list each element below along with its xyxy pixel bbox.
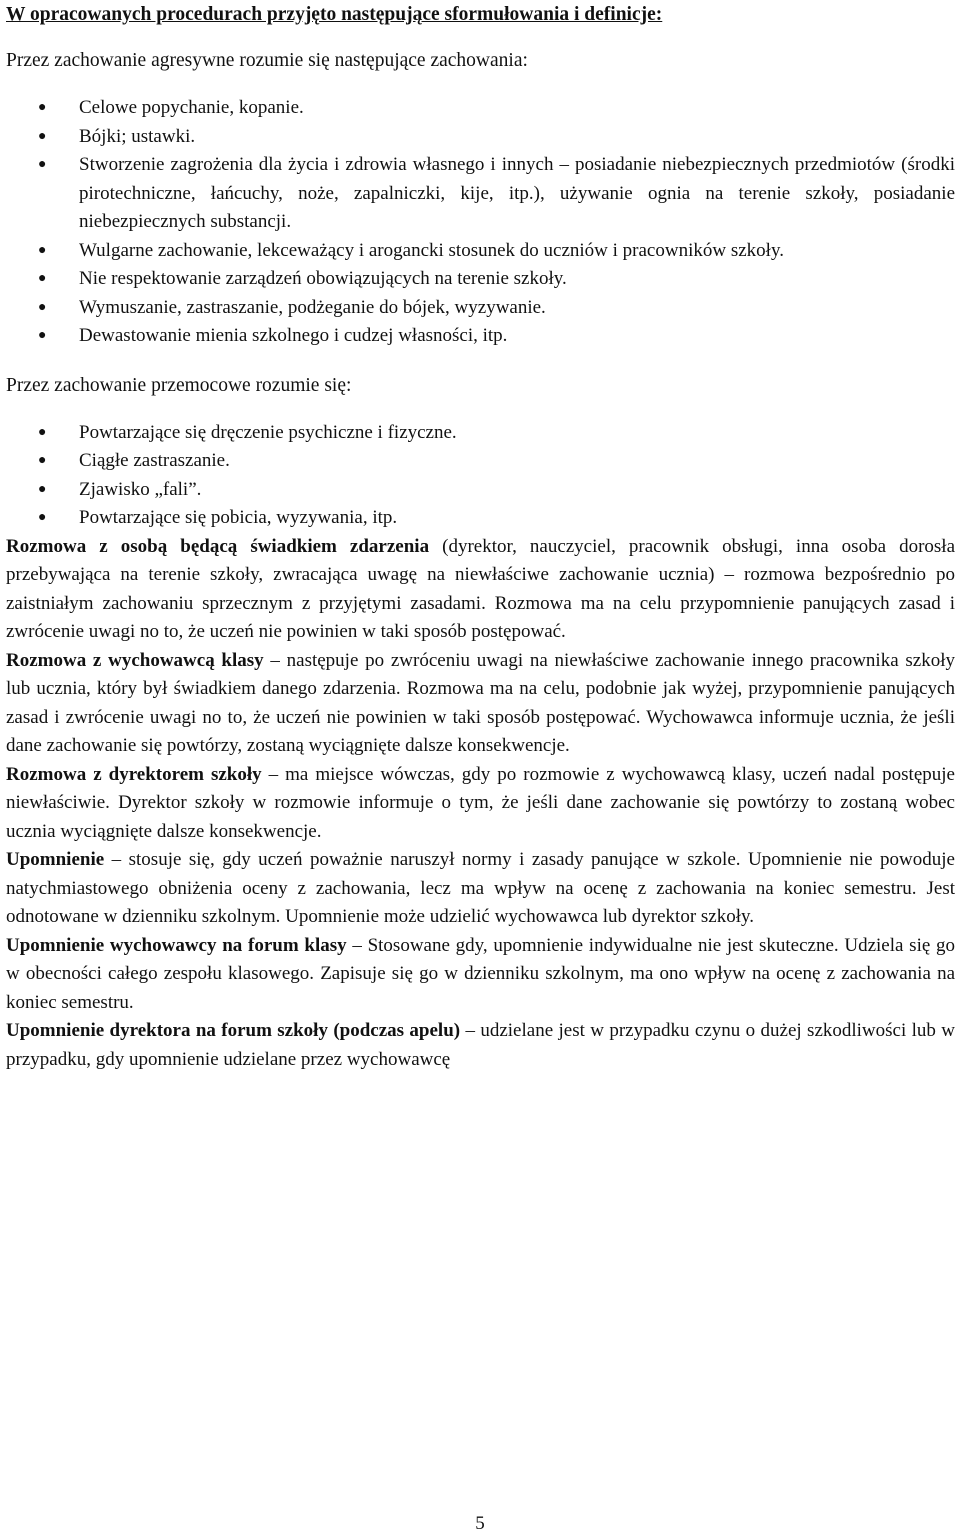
term: Rozmowa z dyrektorem szkoły [6, 763, 262, 785]
list-item: ● Dewastowanie mienia szkolnego i cudzej własności, itp. [6, 322, 955, 351]
page-title: W opracowanych procedurach przyjęto następujące sformułowania i definicje: [6, 4, 663, 25]
section-class-reprimand: Upomnienie wychowawcy na forum klasy – Stosowane gdy, upomnienie indywidualne nie jest skuteczne. Udziela się go w obecności całego zespołu klasowego. Zapisuje się go w dzienniku szkolnym, ma ono wpływ na ocenę z zachowania na koniec semestru. [6, 934, 956, 1013]
aggressive-list [6, 94, 955, 351]
section-principal-talk: Rozmowa z dyrektorem szkoły – ma miejsce wówczas, gdy po rozmowie z wychowawcą klasy, uczeń nadal postępuje niewłaściwie. Dyrektor szkoły w rozmowie informuje o tym, że jeśli dane zachowanie się powtórzy to zostaną wobec ucznia wyciągnięte dalsze konsekwencje. [6, 763, 955, 842]
page-number: 5 [475, 1513, 485, 1534]
section-reprimand: Upomnienie – stosuje się, gdy uczeń poważnie naruszył normy i zasady panujące w szkole. Upomnienie nie powoduje natychmiastowego obniżenia oceny z zachowania, lecz ma wpływ na ocenę z zachowania na koniec semestru. Jest odnotowane w dzienniku szkolnym. Upomnienie może udzielić wychowawca lub dyrektor szkoły. [6, 849, 955, 927]
term: Upomnienie [6, 849, 105, 870]
document-page [6, 0, 955, 1074]
list-item: ● Powtarzające się pobicia, wyzywania, itp. [6, 504, 955, 533]
bullet-icon: ● [38, 424, 47, 440]
violent-list [6, 419, 955, 533]
bullet-icon: ● [38, 271, 47, 286]
list-item: ● Stworzenie zagrożenia dla życia i zdrowia własnego i innych – posiadanie niebezpiecznych przedmiotów (środki pirotechniczne, łańcuchy, noże, zapalniczki, kije, itp.), używanie ognia na terenie szkoły, posiadanie niebezpiecznych substancji. [6, 151, 955, 237]
bullet-icon: ● [38, 299, 47, 315]
bullet-icon: ● [38, 157, 47, 172]
list-item: ● Wymuszanie, zastraszanie, podżeganie do bójek, wyzywanie. [6, 294, 955, 323]
bullet-icon: ● [38, 510, 47, 525]
section-school-reprimand: Upomnienie dyrektora na forum szkoły (podczas apelu) – udzielane jest w przypadku czynu o dużej szkodliwości lub w przypadku, gdy upomnienie udzielane przez wychowawcę [6, 1020, 955, 1070]
list-item: ● Zjawisko „fali”. [6, 476, 955, 505]
term: Rozmowa z wychowawcą klasy [6, 649, 264, 671]
section-witness-talk: Rozmowa z osobą będącą świadkiem zdarzenia (dyrektor, nauczyciel, pracownik obsługi, inna osoba dorosła przebywająca na terenie szkoły, zwracająca uwagę na niewłaściwe zachowanie ucznia) – rozmowa bezpośrednio po zaistniałym zachowaniu sprzecznym z przyjętymi zasadami. Rozmowa ma na celu przypomnienie panujących zasad i zwrócenie uwagi no to, że uczeń nie powinien w taki sposób postępować. [6, 535, 955, 642]
list-item: ● Nie respektowanie zarządzeń obowiązujących na terenie szkoły. [6, 265, 955, 294]
bullet-icon: ● [38, 453, 47, 468]
bullet-icon: ● [38, 328, 47, 343]
list-item: ● Bójki; ustawki. [6, 123, 955, 152]
section-teacher-talk: Rozmowa z wychowawcą klasy – następuje po zwróceniu uwagi na niewłaściwe zachowanie innego pracownika szkoły lub ucznia, który był świadkiem danego zdarzenia. Rozmowa ma na celu, podobnie jak wyżej, przypomnienie panujących zasad i zwrócenie uwagi no to, że uczeń nie powinien w taki sposób postępować. Wychowawca informuje ucznia, że jeśli dane zachowanie się powtórzy, zostaną wyciągnięte dalsze konsekwencje. [6, 649, 955, 756]
bullet-icon: ● [38, 481, 47, 497]
bullet-icon: ● [38, 128, 47, 144]
term: Upomnienie wychowawcy na forum klasy [6, 934, 347, 956]
term: Upomnienie dyrektora na forum szkoły (podczas apelu) [6, 1020, 461, 1041]
aggressive-heading: Przez zachowanie agresywne rozumie się następujące zachowania: [6, 50, 528, 71]
term: Rozmowa z osobą będącą świadkiem zdarzenia [6, 535, 430, 557]
list-item: ● Powtarzające się dręczenie psychiczne i fizyczne. [6, 419, 955, 448]
violent-heading: Przez zachowanie przemocowe rozumie się: [6, 374, 352, 396]
list-item: ● Ciągłe zastraszanie. [6, 447, 955, 476]
list-item: ● Celowe popychanie, kopanie. [6, 94, 955, 123]
bullet-icon: ● [38, 242, 47, 258]
list-item: ● Wulgarne zachowanie, lekceważący i arogancki stosunek do uczniów i pracowników szkoły. [6, 237, 955, 266]
bullet-icon: ● [38, 100, 47, 115]
